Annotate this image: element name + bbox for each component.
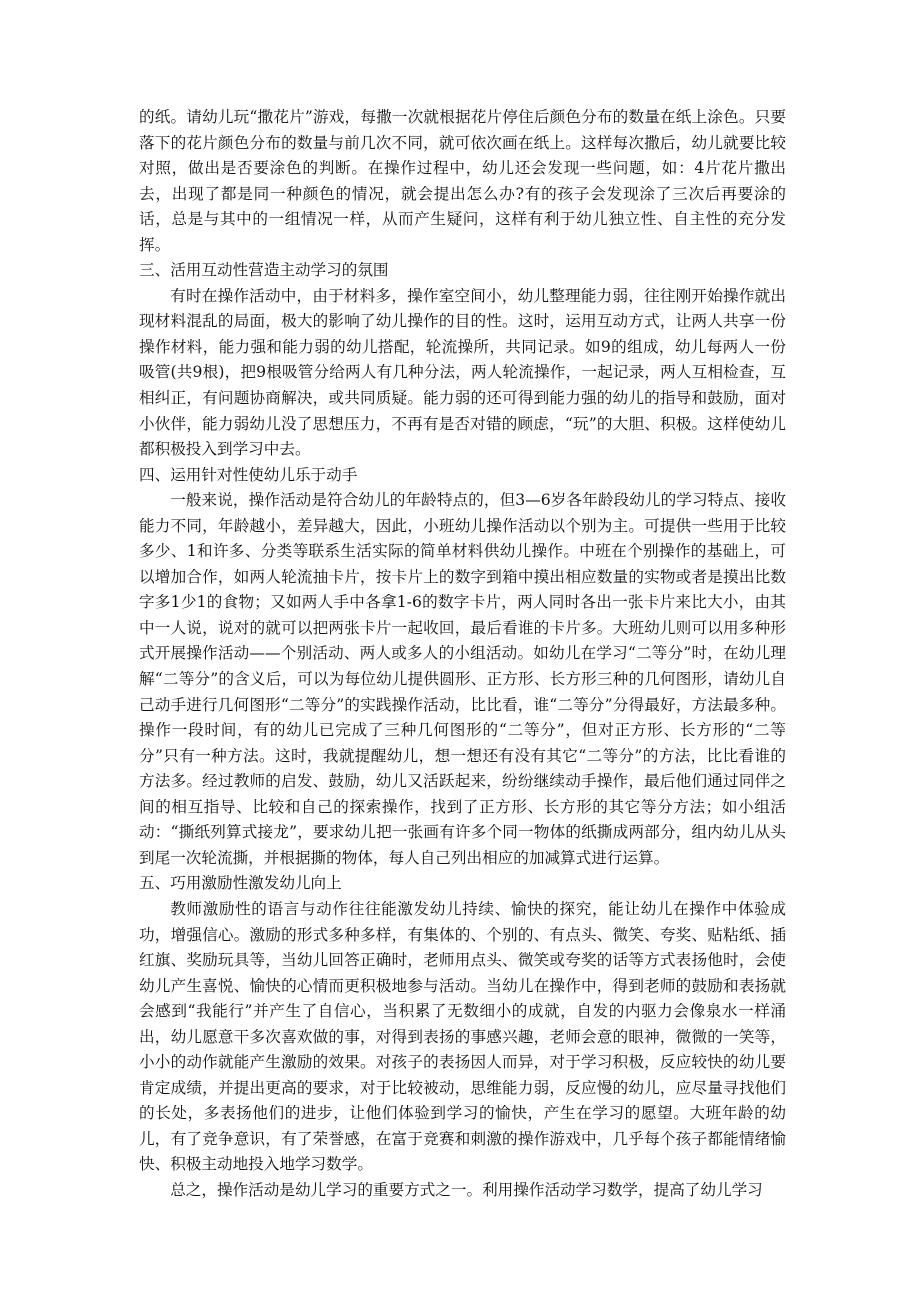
- body-paragraph: 一般来说，操作活动是符合幼儿的年龄特点的，但3—6岁各年龄段幼儿的学习特点、接收能力不同，年龄越小，差异越大，因此，小班幼儿操作活动以个别为主。可提供一些用于比较多少、1和许多、分类等联系生活实际的简单材料供幼儿操作。中班在个别操作的基础上，可以增加合作，如两人轮流抽卡片，按卡片上的数字到箱中摸出相应数量的实物或者是摸出比数字多1少1的食物；又如两人手中各拿1-6的数字卡片，两人同时各出一张卡片来比大小，由其中一人说，说对的就可以把两张卡片一起收回，最后看谁的卡片多。大班幼儿则可以用多种形式开展操作活动——个别活动、两人或多人的小组活动。如幼儿在学习“二等分”时，在幼儿理解“二等分”的含义后，可以为每位幼儿提供圆形、正方形、长方形三种的几何图形，请幼儿自己动手进行几何图形“二等分”的实践操作活动，比比看，谁“二等分”分得最好，方法最多种。操作一段时间，有的幼儿已完成了三种几何图形的“二等分”，但对正方形、长方形的“二等分”只有一种方法。这时，我就提醒幼儿，想一想还有没有其它“二等分”的方法，比比看谁的方法多。经过教师的启发、鼓励，幼儿又活跃起来，纷纷继续动手操作，最后他们通过同伴之间的相互指导、比较和自己的探索操作，找到了正方形、长方形的其它等分方法；如小组活动：“撕纸列算式接龙”，要求幼儿把一张画有许多个同一物体的纸撕成两部分，组内幼儿从头到尾一次轮流撕，并根据撕的物体，每人自己列出相应的加减算式进行运算。: [139, 491, 786, 867]
- conclusion-paragraph: 总之，操作活动是幼儿学习的重要方式之一。利用操作活动学习数学，提高了幼儿学习: [170, 1180, 763, 1199]
- section-heading-3: 三、活用互动性营造主动学习的氛围: [139, 261, 389, 280]
- document-page: [139, 105, 786, 1204]
- section-heading-4: 四、运用针对性使幼儿乐于动手: [139, 465, 358, 484]
- body-paragraph: 有时在操作活动中，由于材料多，操作室空间小，幼儿整理能力弱，往往刚开始操作就出现材料混乱的局面，极大的影响了幼儿操作的目的性。这时，运用互动方式，让两人共享一份操作材料，能力强和能力弱的幼儿搭配，轮流操所，共同记录。如9的组成，幼儿每两人一份吸管(共9根)，把9根吸管分给两人有几种分法，两人轮流操作，一起记录，两人互相检查，互相纠正，有问题协商解决，或共同质疑。能力弱的还可得到能力强的幼儿的指导和鼓励，面对小伙伴，能力弱幼儿没了思想压力，不再有是否对错的顾虑，“玩”的大胆、积极。这样使幼儿都积极投入到学习中去。: [139, 286, 786, 459]
- body-paragraph: 的纸。请幼儿玩“撒花片”游戏，每撒一次就根据花片停住后颜色分布的数量在纸上涂色。只要落下的花片颜色分布的数量与前几次不同，就可依次画在纸上。这样每次撒后，幼儿就要比较对照，做出是否要涂色的判断。在操作过程中，幼儿还会发现一些问题，如：4片花片撒出去，出现了都是同一种颜色的情况，就会提出怎么办?有的孩子会发现涂了三次后再要涂的话，总是与其中的一组情况一样，从而产生疑问，这样有利于幼儿独立性、自主性的充分发挥。: [139, 108, 786, 254]
- body-paragraph: 教师激励性的语言与动作往往能激发幼儿持续、愉快的探究，能让幼儿在操作中体验成功，增强信心。激励的形式多种多样，有集体的、个别的、有点头、微笑、夸奖、贴粘纸、插红旗、奖励玩具等，当幼儿回答正确时，老师用点头、微笑或夸奖的话等方式表扬他时，会使幼儿产生喜悦、愉快的心情而更积极地参与活动。当幼儿在操作中，得到老师的鼓励和表扬就会感到“我能行”并产生了自信心，当积累了无数细小的成就，自发的内驱力会像泉水一样涌出，幼儿愿意干多次喜欢做的事，对得到表扬的事感兴趣，老师会意的眼神，微微的一笑等，小小的动作就能产生激励的效果。对孩子的表扬因人而异，对于学习积极，反应较快的幼儿要肯定成绩，并提出更高的要求，对于比较被动，思维能力弱，反应慢的幼儿，应尽量寻找他们的长处，多表扬他们的进步，让他们体验到学习的愉快，产生在学习的愿望。大班年龄的幼儿，有了竞争意识，有了荣誉感，在富于竞赛和刺激的操作游戏中，几乎每个孩子都能情绪愉快、积极主动地投入地学习数学。: [139, 899, 786, 1174]
- section-heading-5: 五、巧用激励性激发幼儿向上: [139, 874, 342, 893]
